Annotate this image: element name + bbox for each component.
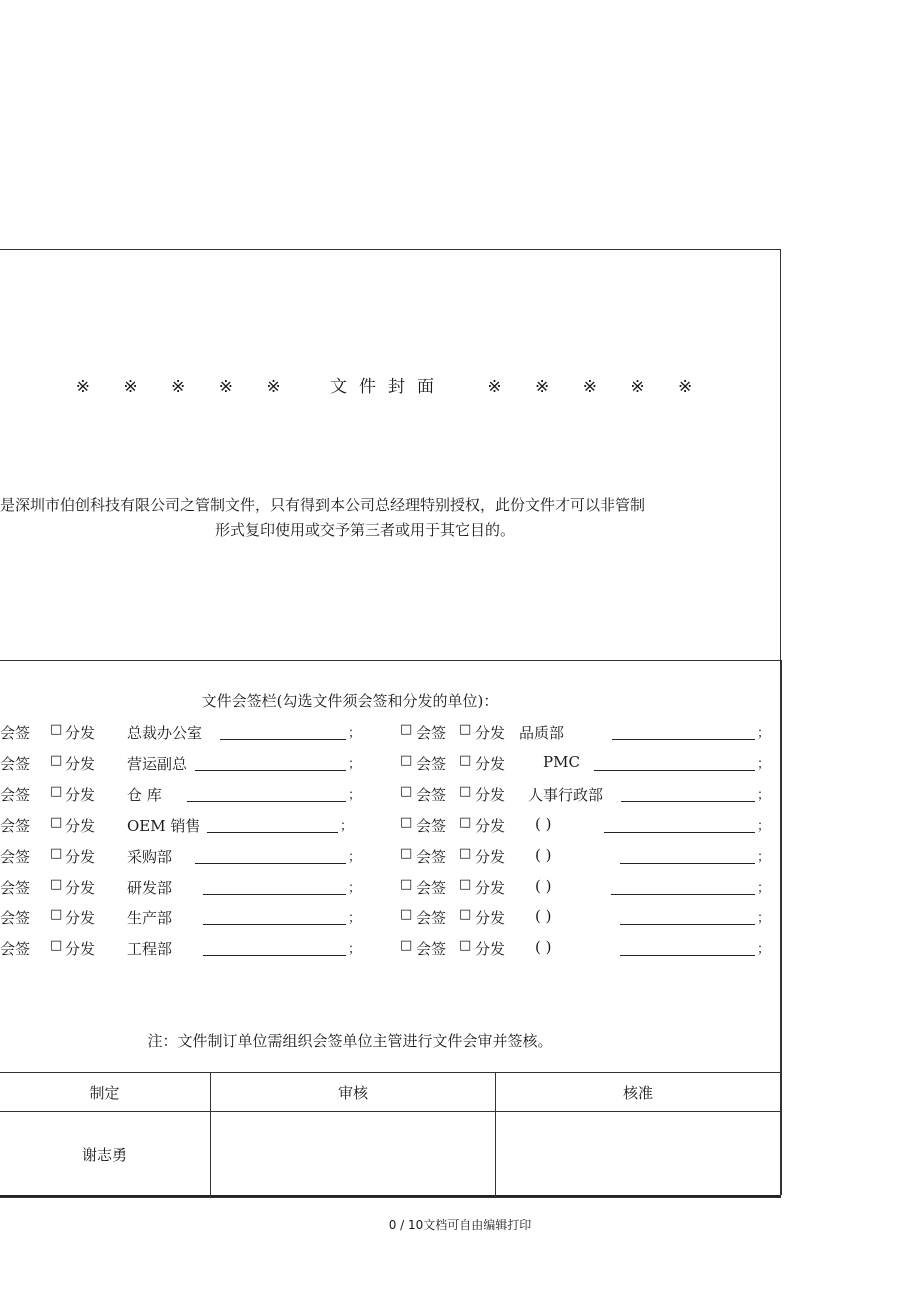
countersign-checkbox[interactable]: □: [400, 753, 413, 768]
distribute-checkbox[interactable]: □: [50, 907, 63, 922]
distribute-label: 分发: [65, 879, 96, 897]
semicolon: ；: [340, 819, 354, 834]
distribute-label: 分发: [475, 786, 506, 804]
dept-name: ( ): [535, 877, 552, 895]
countersign-label: 会签: [416, 817, 447, 835]
signature-line[interactable]: [620, 955, 755, 956]
countersign-label: 会签: [0, 879, 31, 897]
distribute-label: 分发: [65, 848, 96, 866]
distribute-checkbox[interactable]: □: [50, 753, 63, 768]
distribute-label: 分发: [475, 909, 506, 927]
countersign-label: 会签: [0, 786, 31, 804]
semicolon: ；: [348, 881, 362, 896]
value-prepared[interactable]: 谢志勇: [0, 1112, 211, 1198]
semicolon: ；: [757, 819, 771, 834]
signature-line[interactable]: [620, 863, 755, 864]
signoff-note: 注：文件制订单位需组织会签单位主管进行文件会审并签核。: [147, 1032, 553, 1050]
distribute-label: 分发: [475, 724, 506, 742]
signature-line[interactable]: [195, 770, 346, 771]
countersign-label: 会签: [0, 940, 31, 958]
dept-name: 工程部: [127, 940, 173, 958]
distribute-label: 分发: [475, 755, 506, 773]
distribute-label: 分发: [65, 909, 96, 927]
distribute-checkbox[interactable]: □: [50, 877, 63, 892]
stars-left: ※ ※ ※ ※ ※: [75, 377, 295, 397]
countersign-label: 会签: [416, 724, 447, 742]
distribute-label: 分发: [475, 817, 506, 835]
semicolon: ；: [757, 881, 771, 896]
cover-title: [0, 372, 782, 397]
dept-name: 人事行政部: [528, 786, 604, 804]
distribute-label: 分发: [65, 817, 96, 835]
countersign-label: 会签: [0, 755, 31, 773]
header-prepared: 制定: [0, 1073, 211, 1112]
countersign-label: 会签: [416, 848, 447, 866]
dept-name: 品质部: [519, 724, 565, 742]
distribute-label: 分发: [65, 940, 96, 958]
countersign-label: 会签: [0, 817, 31, 835]
stars-right: ※ ※ ※ ※ ※: [487, 377, 707, 397]
notice-line-1: 是深圳市伯创科技有限公司之管制文件，只有得到本公司总经理特别授权，此份文件才可以非管制: [0, 496, 646, 514]
approval-table: [0, 1072, 781, 1198]
dept-name: OEM 销售: [127, 817, 201, 835]
semicolon: ；: [348, 942, 362, 957]
signoff-row: [0, 784, 780, 804]
countersign-checkbox[interactable]: □: [400, 815, 413, 830]
distribute-checkbox[interactable]: □: [459, 938, 472, 953]
semicolon: ；: [757, 726, 771, 741]
signature-line[interactable]: [621, 801, 755, 802]
signature-line[interactable]: [187, 801, 346, 802]
distribute-checkbox[interactable]: □: [50, 815, 63, 830]
signoff-row: [0, 722, 780, 742]
signature-line[interactable]: [203, 955, 346, 956]
semicolon: ；: [757, 942, 771, 957]
signature-line[interactable]: [203, 894, 346, 895]
semicolon: ；: [757, 757, 771, 772]
dept-name: ( ): [535, 907, 552, 925]
distribute-checkbox[interactable]: □: [459, 877, 472, 892]
page-footer: 0 / 10文档可自由编辑打印: [388, 1218, 532, 1232]
semicolon: ；: [348, 757, 362, 772]
countersign-checkbox[interactable]: □: [400, 938, 413, 953]
dept-name: 仓 库: [127, 786, 162, 804]
signature-line[interactable]: [611, 894, 755, 895]
countersign-checkbox[interactable]: □: [400, 722, 413, 737]
signature-line[interactable]: [220, 739, 346, 740]
approval-value-row: [0, 1112, 781, 1198]
dept-name: ( ): [535, 815, 552, 833]
distribute-checkbox[interactable]: □: [50, 846, 63, 861]
dept-name: 采购部: [127, 848, 173, 866]
countersign-label: 会签: [0, 848, 31, 866]
distribute-checkbox[interactable]: □: [50, 938, 63, 953]
value-reviewed[interactable]: [211, 1112, 496, 1198]
signoff-row: [0, 938, 780, 958]
distribute-checkbox[interactable]: □: [459, 907, 472, 922]
signoff-row: [0, 815, 780, 835]
distribute-label: 分发: [475, 879, 506, 897]
countersign-label: 会签: [416, 879, 447, 897]
distribute-label: 分发: [475, 940, 506, 958]
semicolon: ；: [348, 788, 362, 803]
distribute-label: 分发: [65, 755, 96, 773]
distribute-checkbox[interactable]: □: [459, 846, 472, 861]
dept-name: ( ): [535, 846, 552, 864]
signature-line[interactable]: [594, 770, 755, 771]
distribute-checkbox[interactable]: □: [50, 722, 63, 737]
distribute-label: 分发: [65, 724, 96, 742]
dept-name: PMC: [543, 753, 580, 771]
distribute-checkbox[interactable]: □: [459, 722, 472, 737]
distribute-label: 分发: [475, 848, 506, 866]
dept-name: ( ): [535, 938, 552, 956]
countersign-label: 会签: [0, 724, 31, 742]
distribute-checkbox[interactable]: □: [459, 784, 472, 799]
semicolon: ；: [348, 850, 362, 865]
signature-line[interactable]: [612, 739, 755, 740]
value-approved[interactable]: [496, 1112, 781, 1198]
distribute-label: 分发: [65, 786, 96, 804]
countersign-checkbox[interactable]: □: [400, 784, 413, 799]
countersign-label: 会签: [416, 786, 447, 804]
distribute-checkbox[interactable]: □: [459, 753, 472, 768]
notice-line-2: 形式复印使用或交予第三者或用于其它目的。: [214, 521, 515, 539]
approval-header-row: [0, 1073, 781, 1112]
signoff-row: [0, 877, 780, 897]
semicolon: ；: [757, 911, 771, 926]
countersign-label: 会签: [0, 909, 31, 927]
countersign-label: 会签: [416, 940, 447, 958]
countersign-label: 会签: [416, 755, 447, 773]
distribute-checkbox[interactable]: □: [50, 784, 63, 799]
countersign-checkbox[interactable]: □: [400, 877, 413, 892]
distribute-checkbox[interactable]: □: [459, 815, 472, 830]
signoff-row: [0, 846, 780, 866]
signoff-row: [0, 753, 780, 773]
signoff-row: [0, 907, 780, 927]
page-title: 文件封面: [330, 377, 446, 397]
dept-name: 总裁办公室: [127, 724, 203, 742]
semicolon: ；: [348, 911, 362, 926]
section-divider: [0, 660, 782, 661]
countersign-label: 会签: [416, 909, 447, 927]
header-approved: 核准: [496, 1073, 781, 1112]
dept-name: 生产部: [127, 909, 173, 927]
semicolon: ；: [757, 850, 771, 865]
dept-name: 营运副总: [127, 755, 188, 773]
dept-name: 研发部: [127, 879, 173, 897]
semicolon: ；: [348, 726, 362, 741]
signoff-title: 文件会签栏(勾选文件须会签和分发的单位)：: [201, 692, 499, 710]
countersign-checkbox[interactable]: □: [400, 907, 413, 922]
header-reviewed: 审核: [211, 1073, 496, 1112]
semicolon: ；: [757, 788, 771, 803]
countersign-checkbox[interactable]: □: [400, 846, 413, 861]
signature-line[interactable]: [620, 924, 755, 925]
signature-line[interactable]: [207, 832, 338, 833]
signature-line[interactable]: [203, 924, 346, 925]
signature-line[interactable]: [195, 863, 346, 864]
signature-line[interactable]: [604, 832, 755, 833]
